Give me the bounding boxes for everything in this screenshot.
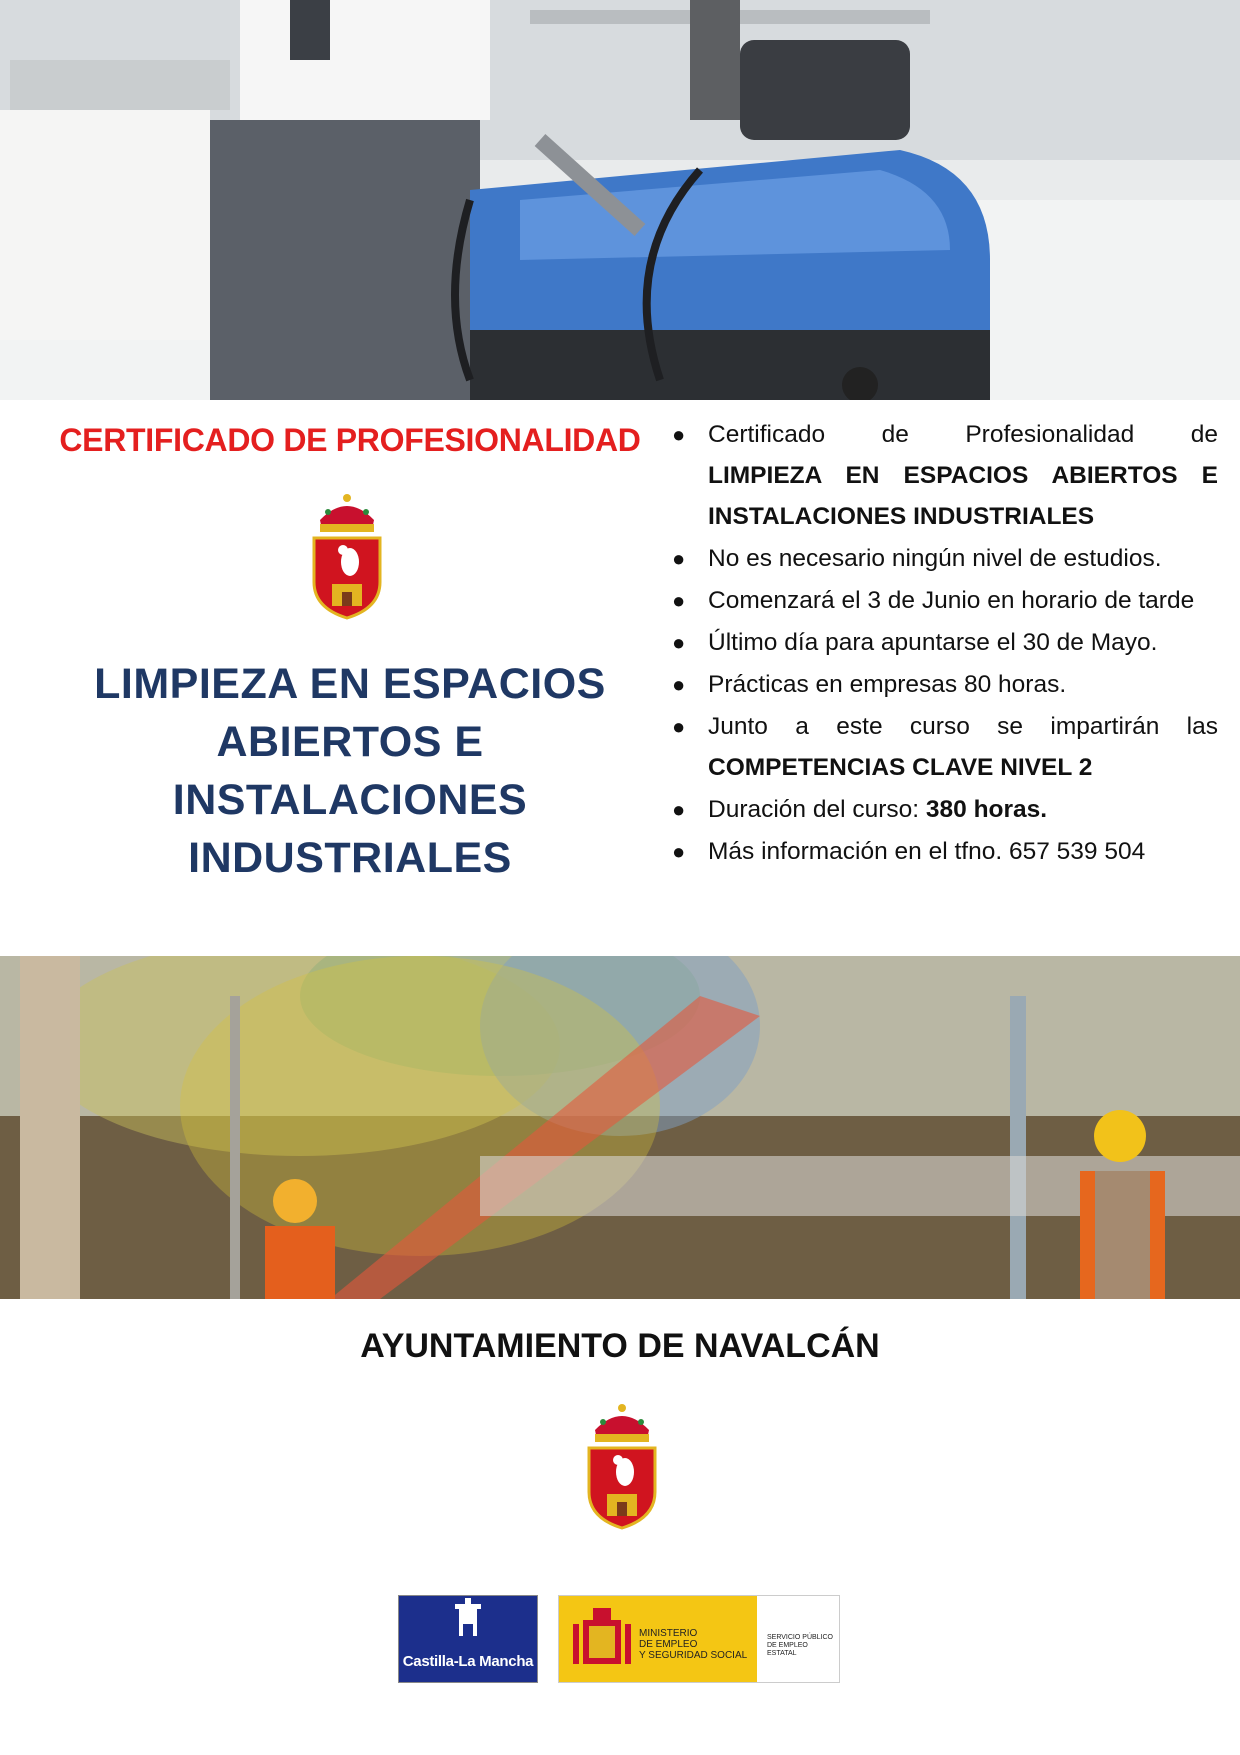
- bullet-icon: ●: [672, 839, 686, 864]
- course-title-line: INSTALACIONES: [172, 776, 528, 824]
- course-title-line: ABIERTOS E: [216, 718, 484, 766]
- list-item: [672, 622, 1218, 663]
- info-text: Comenzará el 3 de Junio en horario de tarde: [708, 587, 1195, 614]
- course-info-list: [672, 414, 1218, 873]
- info-text: Último día para apuntarse el 30 de Mayo.: [708, 629, 1158, 656]
- sepe-text-line: DE EMPLEO ESTATAL: [767, 1642, 808, 1657]
- navalcan-coat-of-arms: [585, 1400, 659, 1530]
- info-text: Certificado: [708, 421, 826, 448]
- bullet-icon: ●: [672, 588, 686, 613]
- info-bold-text: COMPETENCIAS CLAVE NIVEL 2: [708, 754, 1093, 781]
- navalcan-coat-of-arms: [310, 490, 384, 620]
- course-title-line: LIMPIEZA EN ESPACIOS: [94, 660, 606, 708]
- castilla-la-mancha-logo: [398, 1595, 538, 1683]
- bullet-icon: ●: [672, 714, 686, 739]
- organization-name: AYUNTAMIENTO DE NAVALCÁN: [360, 1327, 880, 1365]
- list-item: [672, 789, 1218, 830]
- info-text: Más información en el tfno. 657 539 504: [708, 838, 1146, 865]
- list-item: [672, 414, 1218, 537]
- ministry-text-line: Y SEGURIDAD SOCIAL: [639, 1650, 748, 1661]
- ministry-text-line: MINISTERIO: [639, 1628, 698, 1639]
- course-title: [40, 655, 660, 887]
- sepe-text: [767, 1634, 839, 1658]
- info-text: Profesionalidad: [965, 421, 1135, 448]
- info-bold-text: LIMPIEZA EN ESPACIOS ABIERTOS E INSTALACIONES INDUSTRIALES: [708, 462, 1218, 530]
- castilla-la-mancha-text: Castilla-La Mancha: [402, 1653, 534, 1670]
- info-text: Prácticas en empresas 80 horas.: [708, 671, 1067, 698]
- bullet-icon: ●: [672, 797, 686, 822]
- list-item: [672, 664, 1218, 705]
- bottom-photo-industrial-workers: [0, 956, 1240, 1299]
- list-item: [672, 580, 1218, 621]
- list-item: [672, 706, 1218, 788]
- bullet-icon: ●: [672, 546, 686, 571]
- info-text: de: [881, 421, 909, 448]
- certificate-label: CERTIFICADO DE PROFESIONALIDAD: [59, 422, 641, 458]
- info-text: Junto a este curso se impartirán las: [708, 713, 1218, 740]
- bullet-icon: ●: [672, 672, 686, 697]
- list-item: [672, 538, 1218, 579]
- ministry-text-line: DE EMPLEO: [639, 1639, 698, 1650]
- top-photo-floor-scrubber: [0, 0, 1240, 400]
- info-text: Duración del curso:: [708, 796, 920, 823]
- info-text: de: [1190, 421, 1218, 448]
- info-text: No es necesario ningún nivel de estudios.: [708, 545, 1162, 572]
- bullet-icon: ●: [672, 630, 686, 655]
- bullet-icon: ●: [672, 422, 686, 447]
- list-item: [672, 831, 1218, 872]
- course-title-line: INDUSTRIALES: [188, 834, 512, 882]
- ministry-text: [639, 1628, 747, 1661]
- sepe-text-line: SERVICIO PÚBLICO: [767, 1634, 834, 1641]
- ministry-employment-logo: [558, 1595, 840, 1683]
- info-bold-text: 380 horas.: [925, 796, 1048, 823]
